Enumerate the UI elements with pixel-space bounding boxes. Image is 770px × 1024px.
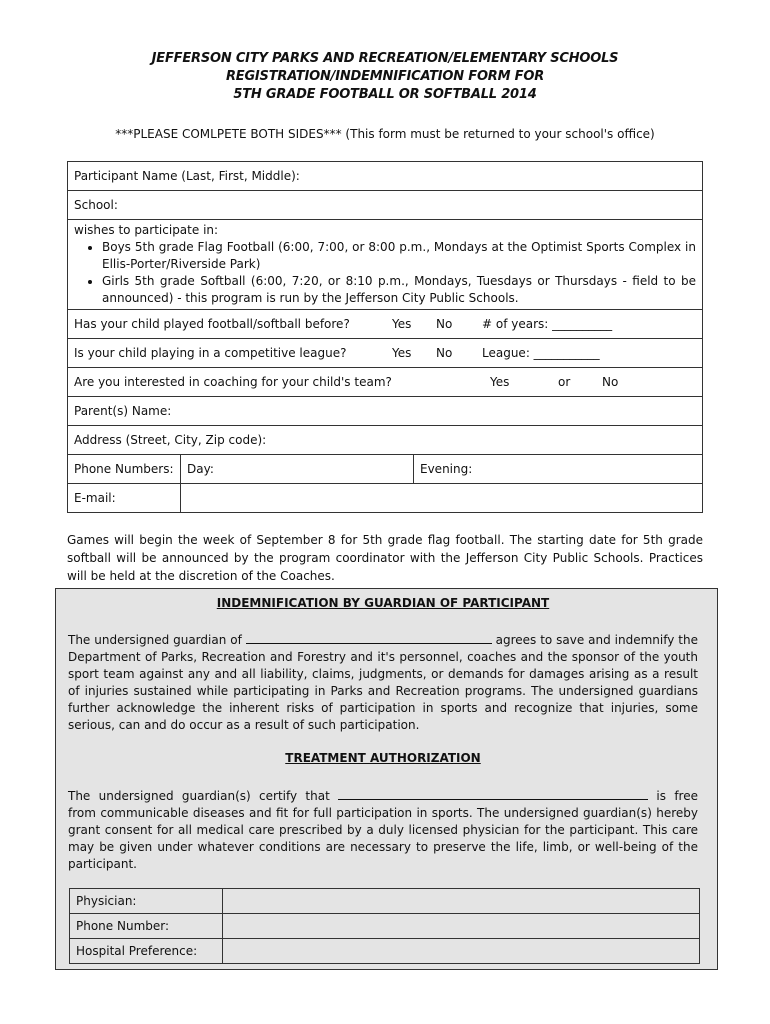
registration-table — [67, 161, 703, 513]
title-line-3: 5TH GRADE FOOTBALL OR SOFTBALL 2014 — [233, 87, 537, 102]
physician-field[interactable] — [223, 889, 700, 914]
title-line-2: REGISTRATION/INDEMNIFICATION FORM FOR — [225, 69, 545, 84]
phone-label: Phone Numbers: — [68, 455, 181, 484]
played-no[interactable]: No — [436, 317, 453, 331]
league-question: Is your child playing in a competitive league? — [74, 346, 347, 360]
league-row — [68, 339, 703, 368]
coaching-no[interactable]: No — [602, 375, 619, 389]
years-field[interactable]: # of years: __________ — [482, 317, 613, 331]
option-flag-football[interactable]: • Boys 5th grade Flag Football (6:00, 7:00, or 8:00 p.m., Mondays at the Optimist Sports Complex in Ellis-Porter/Riverside Park) — [102, 239, 696, 273]
address-field[interactable]: Address (Street, City, Zip code): — [68, 426, 703, 455]
form-title — [0, 50, 770, 104]
hospital-label: Hospital Preference: — [70, 939, 223, 964]
title-line-1: JEFFERSON CITY PARKS AND RECREATION/ELEMENTARY SCHOOLS — [151, 51, 619, 66]
coaching-row — [68, 368, 703, 397]
league-field[interactable]: League: ___________ — [482, 346, 600, 360]
certified-participant-blank[interactable] — [338, 787, 648, 800]
email-field[interactable] — [181, 484, 703, 513]
games-info: Games will begin the week of September 8 for 5th grade flag football. The starting date for 5th grade softball will be announced by the program coordinator with the Jefferson City Public Schools. Practices will be held at the discretion of the Coaches. — [67, 533, 703, 583]
complete-both-sides-notice: ***PLEASE COMLPETE BOTH SIDES*** (This form must be returned to your school's office) — [115, 127, 655, 141]
treatment-title: TREATMENT AUTHORIZATION — [285, 751, 481, 765]
email-label: E-mail: — [68, 484, 181, 513]
indemnification-box — [55, 588, 718, 970]
coaching-or: or — [558, 375, 571, 389]
day-phone-field[interactable]: Day: — [181, 455, 414, 484]
physician-phone-field[interactable] — [223, 914, 700, 939]
school-field[interactable]: School: — [68, 191, 703, 220]
played-before-question: Has your child played football/softball before? — [74, 317, 350, 331]
played-before-row — [68, 310, 703, 339]
indemnification-text: The undersigned guardian of agrees to save and indemnify the Department of Parks, Recreation and Forestry and it's personnel, coaches and the sponsor of the youth sport team against any and all liability, claims, judgments, or demands for damages arising as a result of injuries sustained while participating in Parks and Recreation programs. The undersigned guardians further acknowledge the inherent risks of participation in sports and recognize that injuries, some serious, can and do occur as a result of such participation. — [68, 633, 698, 732]
participant-name-blank[interactable] — [246, 631, 492, 644]
played-yes[interactable]: Yes — [392, 317, 412, 331]
medical-info-table — [69, 888, 700, 964]
program-options — [68, 220, 703, 310]
physician-label: Physician: — [70, 889, 223, 914]
evening-phone-field[interactable]: Evening: — [414, 455, 703, 484]
parents-name-field[interactable]: Parent(s) Name: — [68, 397, 703, 426]
physician-phone-label: Phone Number: — [70, 914, 223, 939]
coaching-question: Are you interested in coaching for your child's team? — [74, 375, 392, 389]
wishes-label: wishes to participate in: — [74, 223, 219, 237]
league-no[interactable]: No — [436, 346, 453, 360]
indemnification-title: INDEMNIFICATION BY GUARDIAN OF PARTICIPANT — [216, 596, 550, 610]
hospital-field[interactable] — [223, 939, 700, 964]
coaching-yes[interactable]: Yes — [490, 375, 510, 389]
treatment-text: The undersigned guardian(s) certify that is free from communicable diseases and fit for full participation in sports. The undersigned guardian(s) hereby grant consent for all medical care prescribed by a duly licensed physician for the participant. This care may be given under whatever conditions are necessary to preserve the life, limb, or well-being of the participant. — [68, 789, 698, 871]
league-yes[interactable]: Yes — [392, 346, 412, 360]
participant-name-field[interactable]: Participant Name (Last, First, Middle): — [68, 162, 703, 191]
option-softball[interactable]: • Girls 5th grade Softball (6:00, 7:20, or 8:10 p.m., Mondays, Tuesdays or Thursdays - field to be announced) - this program is run by the Jefferson City Public Schools. — [102, 273, 696, 307]
